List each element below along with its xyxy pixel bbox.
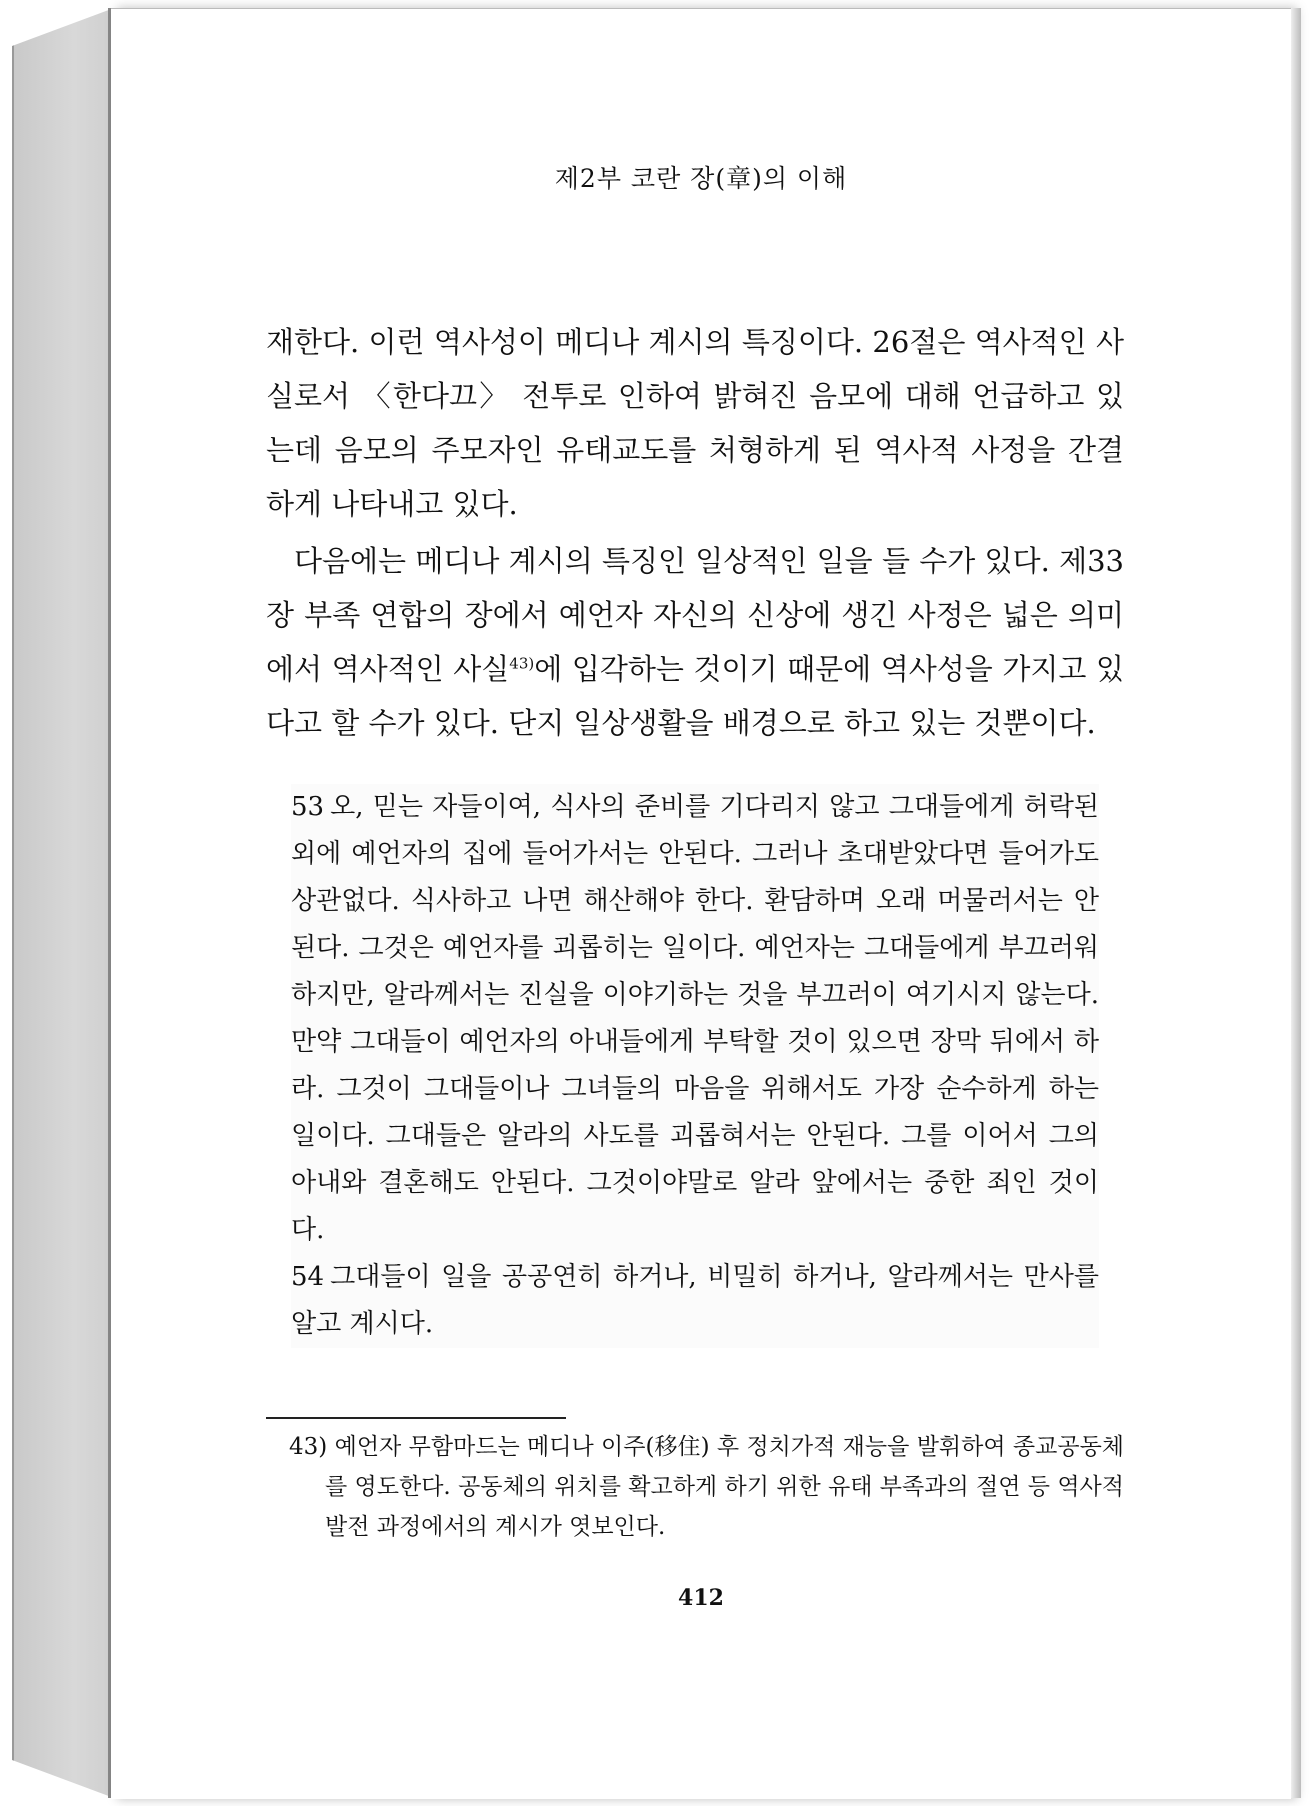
- page-number: 412: [678, 1585, 724, 1611]
- footnote-reference: 43): [509, 654, 535, 673]
- body-text: [266, 315, 1124, 750]
- verse-53-text: 오, 믿는 자들이여, 식사의 준비를 기다리지 않고 그대들에게 허락된 외에 예언자의 집에 들어가서는 안된다. 그러나 초대받았다면 들어가도 상관없다. 식사하고 나면 해산해야 한다. 환담하며 오래 머물러서는 안된다. 그것은 예언자를 괴롭히는 일이다. 예언자는 그대들에게 부끄러워하지만, 알라께서는 진실을 이야기하는 것을 부끄러이 여기시지 않는다. 만약 그대들이 예언자의 아내들에게 부탁할 것이 있으면 장막 뒤에서 하라. 그것이 그대들이나 그녀들의 마음을 위해서도 가장 순수하게 하는 일이다. 그대들은 알라의 사도를 괴롭혀서는 안된다. 그를 이어서 그의 아내와 결혼해도 안된다. 그것이야말로 알라 앞에서는 중한 죄인 것이다.: [291, 792, 1099, 1245]
- running-head: 제2부 코란 장(章)의 이해: [554, 164, 848, 193]
- body-paragraph-2-before: 다음에는 메디나 계시의 특징인 일상적인 일을 들 수가 있다. 제33장 부족 연합의 장에서 예언자 자신의 신상에 생긴 사정은 넓은 의미에서 역사적인 사실: [266, 544, 1124, 686]
- body-paragraph-1: 재한다. 이런 역사성이 메디나 계시의 특징이다. 26절은 역사적인 사실로서 〈한다끄〉 전투로 인하여 밝혀진 음모에 대해 언급하고 있는데 음모의 주모자인 유태교도를 처형하게 된 역사적 사정을 간결하게 나타내고 있다.: [266, 325, 1124, 521]
- body-paragraph-2-after: 에 입각하는 것이기 때문에 역사성을 가지고 있다고 할 수가 있다. 단지 일상생활을 배경으로 하고 있는 것뿐이다.: [266, 652, 1124, 740]
- verse-53-number: 53: [291, 792, 325, 822]
- verse-54: [291, 1254, 1099, 1348]
- body-paragraph-2: [266, 534, 1124, 750]
- footnote-label: 43): [289, 1434, 328, 1460]
- footnote-text: 예언자 무함마드는 메디나 이주(移住) 후 정치가적 재능을 발휘하여 종교공동체를 영도한다. 공동체의 위치를 확고하게 하기 위한 유태 부족과의 절연 등 역사적 발전 과정에서의 계시가 엿보인다.: [325, 1434, 1124, 1540]
- verse-54-number: 54: [291, 1262, 325, 1292]
- book-spine: [12, 8, 114, 1798]
- footnote: [289, 1427, 1124, 1547]
- footnote-divider: [266, 1417, 566, 1419]
- verse-53: [291, 784, 1099, 1254]
- verse-54-text: 그대들이 일을 공공연히 하거나, 비밀히 하거나, 알라께서는 만사를 알고 계시다.: [291, 1262, 1099, 1339]
- page-edge-shadow: [1291, 8, 1301, 1798]
- quoted-verses: [291, 784, 1099, 1348]
- book-page: [111, 8, 1291, 1799]
